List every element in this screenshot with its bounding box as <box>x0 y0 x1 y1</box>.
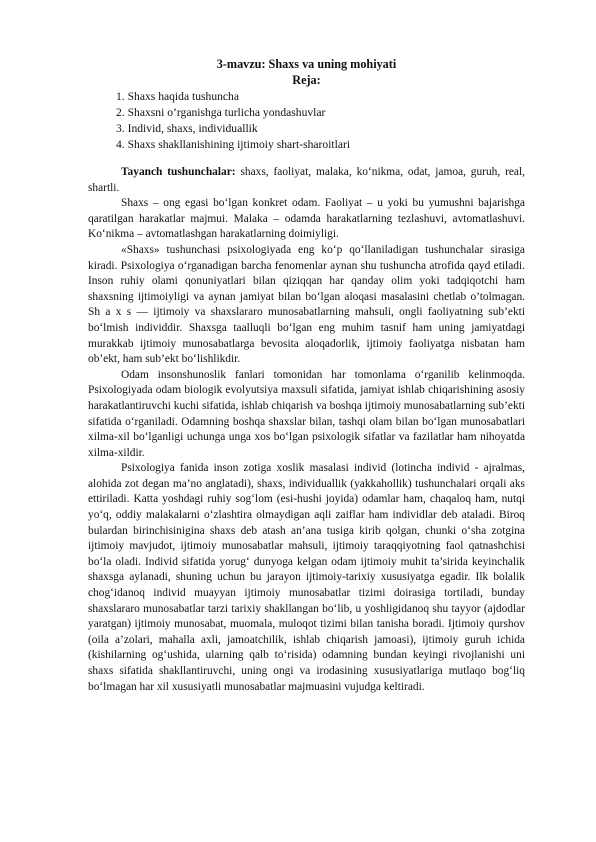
paragraph-definitions: Shaxs – ong egasi bo‘lgan konkret odam. Faoliyat – u yoki bu yumushni bajarishga qaratilgan harakatlar majmui. Malaka – odamda harakatlarning tezlashuvi, avtomatlashuvi. Ko‘nikma – avtomatlashgan harakatlarning doimiyligi. <box>88 197 525 241</box>
keywords-label: Tayanch tushunchalar: <box>121 166 236 178</box>
plan-item: 2. Shaxsni o’rganishga turlicha yondashuvlar <box>116 106 326 119</box>
paragraph-odam-study: Odam insonshunoslik fanlari tomonidan har tomonlama o‘rganilib kelinmoqda. Psixologiyada odam biologik evolyutsiya maxsuli sifatida, jamiyat ishlab chiqarishining asosiy harakatlantiruvchi kuchi sifatida, ishlab chiqarish va boshqa ijtimoiy munosabatlarning sub’ekti sifatida o‘rganiladi. Odamning boshqa shaxslar bilan, tashqi olam bilan bo‘lgan munosabatlari xilma-xil bo‘lganligi uchunga unga xos bo‘lgan psixologik sifatlar va fazilatlar ham nihoyatda xilma-xildir. <box>88 368 525 459</box>
body-text <box>88 165 525 695</box>
plan-heading: Reja: <box>292 73 321 87</box>
plan-item: 3. Individ, shaxs, individuallik <box>116 122 258 135</box>
plan-list <box>88 89 525 153</box>
keywords-paragraph <box>88 165 525 196</box>
paragraph-individ: Psixologiya fanida inson zotiga xoslik masalasi individ (lotincha individ - ajralmas, alohida zot degan ma’no anglatadi), shaxs, individuallik (yakkahollik) tushunchalari orqali aks ettiriladi. Katta yoshdagi ruhiy sog‘lom (esi-hushi joyida) odamlar ham, chaqaloq ham, nutqi yo‘q, oddiy malakalarni o‘zlashtira olmaydigan aqli zaiflar ham individlar deb ataladi. Biroq bulardan birinchisinigina shaxs deb atash an’ana tusiga kirib qolgan, chunki o‘sha zotgina ijtimoiy mavjudot, ijtimoiy munosabatlar mahsuli, ijtimoiy taraqqiyotning faol qatnashchisi bo‘la oladi. Individ sifatida yorug‘ dunyoga kelgan odam ijtimoiy muhit ta’sirida keyinchalik shaxsga aylanadi, shuning uchun bu jarayon ijtimoiy-tarixiy xususiyatga egadir. Ilk bolalik chog‘idanoq individ muayyan ijtimoiy munosabatlar tizimi doirasiga tortiladi, bunday shaxslararo munosabatlar tarzi tarixiy shakllangan bo‘lib, u yoshligidanoq shu tayyor (ajdodlar yaratgan) ijtimoiy munosabat, muomala, muloqot tizimi bilan tanisha boradi. Ijtimoiy qurshov (oila a’zolari, mahalla axli, jamoatchilik, ishlab chiqarish jamoasi), ijtimoiy guruh ichida (kishilarning og‘ushida, ularning qalb to‘risida) odamning bundan keyingi rivojlanishi uni shaxs sifatida shakllantiruvchi, uning ongi va irodasining xususiyatlariga mutlaqo bog‘liq bo‘lmagan har xil xususiyatli munosabatlar majmuasini vujudga keltiradi. <box>88 462 525 693</box>
keywords-list: shaxs, faoliyat, malaka, ko‘nikma, odat, jamoa, guruh, real, shartli. <box>88 166 525 194</box>
plan-item: 1. Shaxs haqida tushuncha <box>116 90 240 103</box>
lesson-title: 3-mavzu: Shaxs va uning mohiyati <box>216 57 397 71</box>
plan-item: 4. Shaxs shakllanishining ijtimoiy shart-sharoitlari <box>116 138 351 151</box>
paragraph-shaxs-concept: «Shaxs» tushunchasi psixologiyada eng ko‘p qo‘llaniladigan tushunchalar sirasiga kiradi. Psixologiya o‘rganadigan barcha fenomenlar aynan shu tushuncha atrofida qayd etiladi. Inson ruhiy olami qonuniyatlari bilan qiziqqan har qanday olim yoki tadqiqotchi ham shaxsning ijtimoiyligi va aynan jamiyat bilan bo‘lgan aloqasi masalasini chetlab o’tolmagan. Sh a x s — ijtimoiy va shaxslararo munosabatlarning mahsuli, ongli faoliyatning sub’ekti bo‘lmish individdir. Shaxsga taalluqli bo‘lgan eng muhim tasnif ham uning jamiyatdagi murakkab ijtimoiy munosabatlarga bevosita aloqadorlik, ijtimoiy faoliyatga nisbatan ham ob’ekt, ham sub’ekt bo‘lishlikdir. <box>88 243 525 366</box>
document-page <box>88 57 525 695</box>
